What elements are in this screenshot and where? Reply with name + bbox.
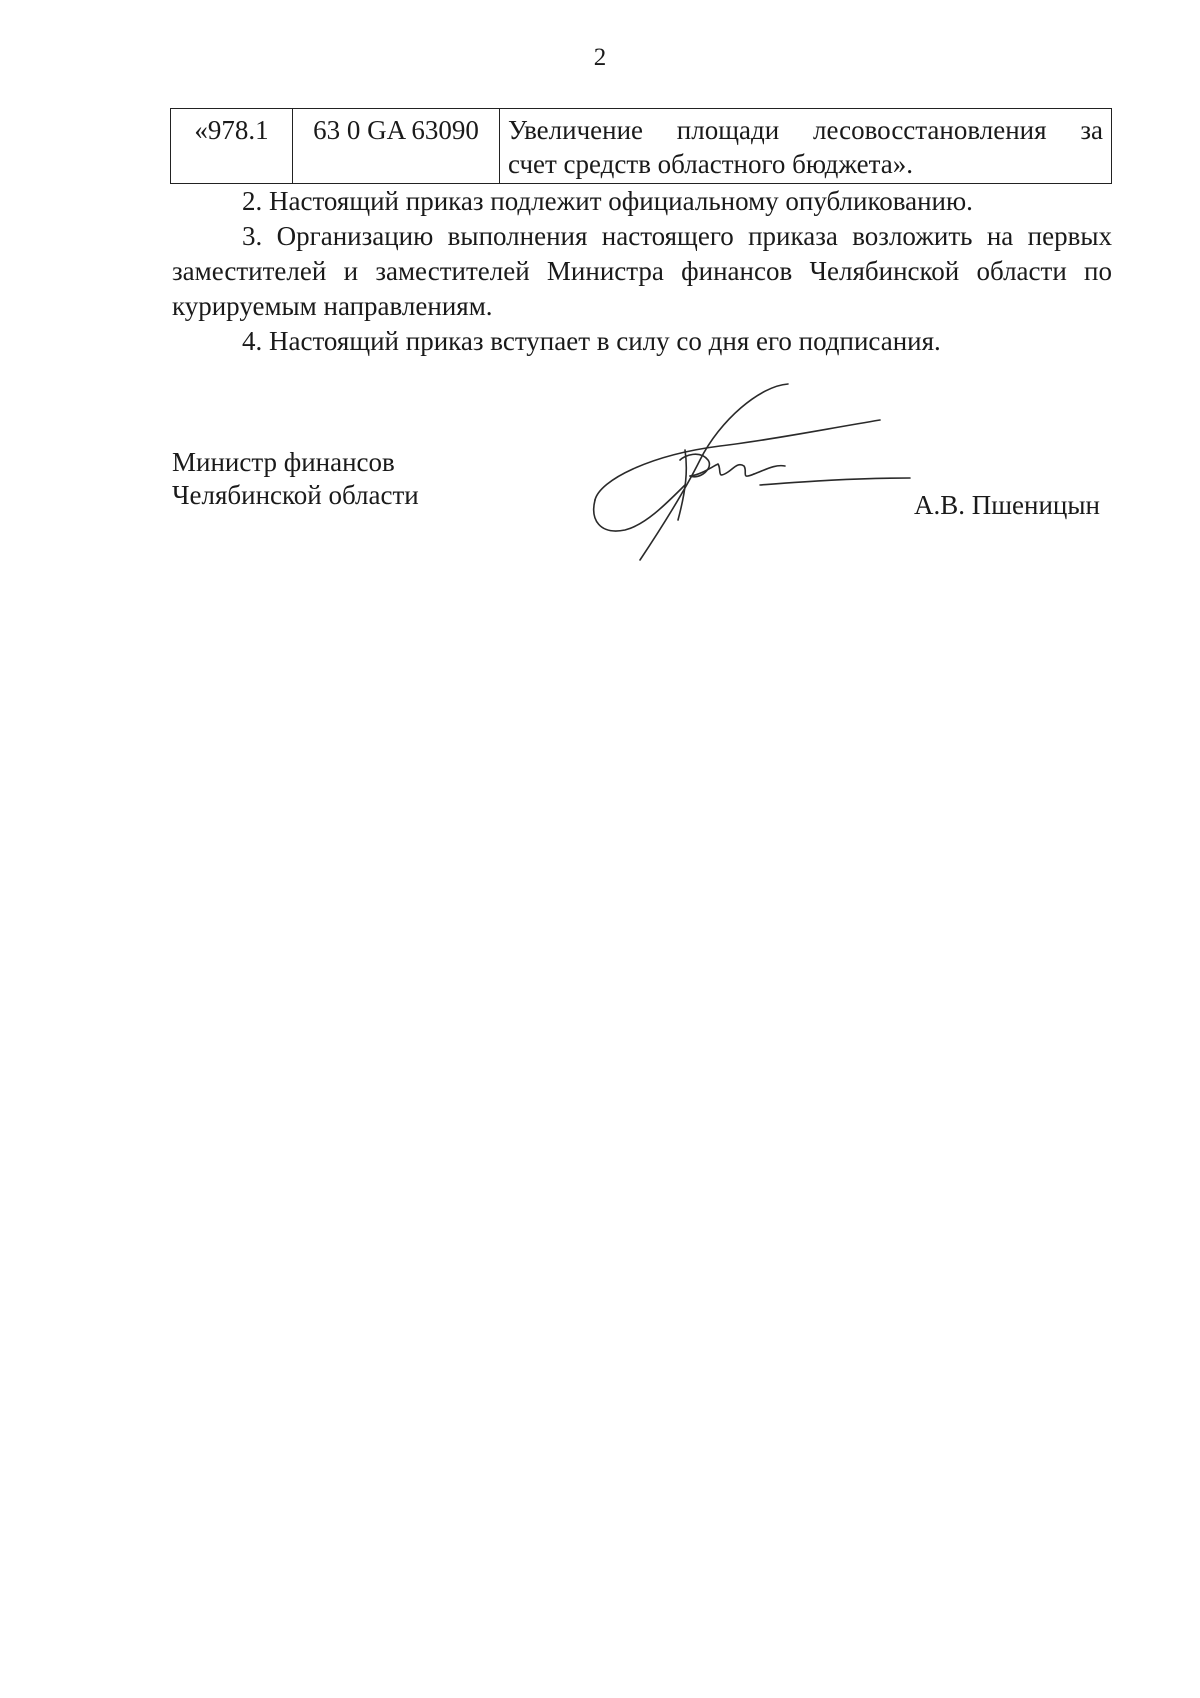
table-cell-code: «978.1	[171, 109, 293, 184]
budget-classification-table	[170, 108, 1112, 184]
signatory-name: А.В. Пшеницын	[914, 490, 1100, 520]
page-number: 2	[593, 44, 607, 71]
signatory-position	[172, 446, 419, 512]
paragraph-publication: 2. Настоящий приказ подлежит официальному опубликованию.	[242, 186, 973, 216]
order-body	[172, 184, 1112, 359]
position-line-2: Челябинской области	[172, 480, 419, 510]
table-cell-description	[500, 109, 1112, 184]
description-word: площади	[676, 115, 780, 145]
table-row	[171, 109, 1112, 184]
table-cell-target-code: 63 0 GA 63090	[293, 109, 500, 184]
handwritten-signature	[590, 380, 920, 580]
description-line-2: счет средств областного бюджета».	[508, 149, 914, 179]
description-line-1	[508, 113, 1103, 147]
paragraph-execution: 3. Организацию выполнения настоящего приказа возложить на первых заместителей и заместителей Министра финансов Челябинской области по курируемым направлениям.	[172, 221, 1112, 321]
description-word: за	[1080, 115, 1103, 145]
description-word: лесовосстановления	[812, 115, 1047, 145]
position-line-1: Министр финансов	[172, 447, 395, 477]
paragraph-effective-date: 4. Настоящий приказ вступает в силу со дня его подписания.	[242, 326, 941, 356]
description-word: Увеличение	[508, 115, 644, 145]
